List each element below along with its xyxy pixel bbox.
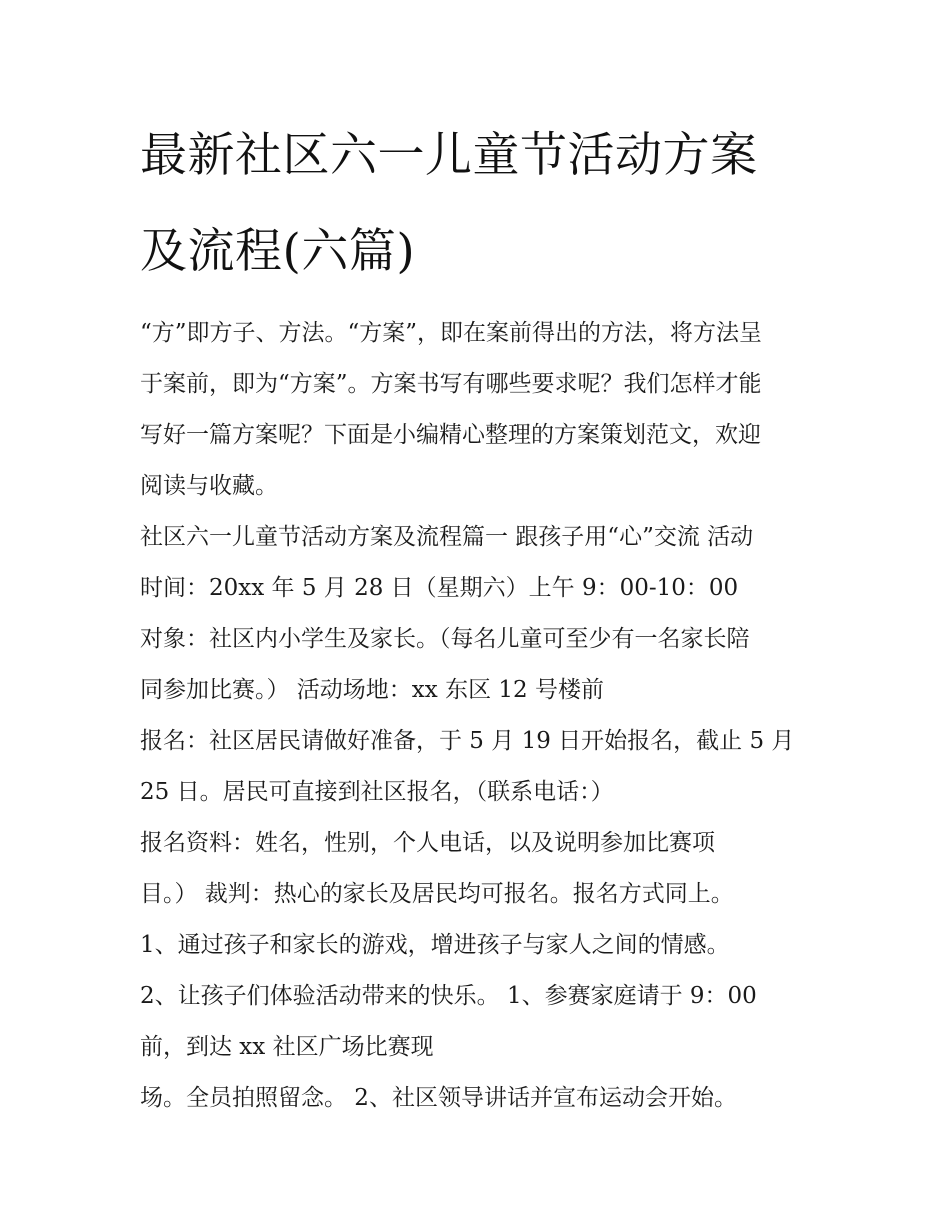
document-title xyxy=(140,108,820,300)
body-line: 前，到达 xx 社区广场比赛现 xyxy=(140,1034,434,1060)
document-body xyxy=(140,308,820,1124)
body-line: 同参加比赛。） 活动场地：xx 东区 12 号楼前 xyxy=(140,677,604,703)
title-line: 最新社区六一儿童节活动方案 xyxy=(140,128,758,183)
body-line: 报名资料：姓名，性别，个人电话，以及说明参加比赛项 xyxy=(140,830,715,856)
body-line: 报名：社区居民请做好准备，于 5 月 19 日开始报名，截止 5 月 xyxy=(140,728,795,754)
body-line: 目。） 裁判：热心的家长及居民均可报名。报名方式同上。 xyxy=(140,881,734,907)
body-line: 写好一篇方案呢？下面是小编精心整理的方案策划范文，欢迎 xyxy=(140,422,761,448)
body-line: 1、通过孩子和家长的游戏，增进孩子与家人之间的情感。 xyxy=(140,932,730,958)
body-line: 于案前，即为“方案”。方案书写有哪些要求呢？我们怎样才能 xyxy=(140,371,762,397)
body-line: “方”即方子、方法。“方案”，即在案前得出的方法，将方法呈 xyxy=(140,320,763,346)
body-line: 2、让孩子们体验活动带来的快乐。 1、参赛家庭请于 9：00 xyxy=(140,983,757,1009)
body-line: 阅读与收藏。 xyxy=(140,473,278,499)
body-line: 对象：社区内小学生及家长。（每名儿童可至少有一名家长陪 xyxy=(140,626,750,652)
title-line: 及流程(六篇) xyxy=(140,224,416,279)
body-line: 25 日。居民可直接到社区报名，（联系电话：） xyxy=(140,779,614,805)
body-line: 场。全员拍照留念。 2、社区领导讲话并宣布运动会开始。 xyxy=(140,1085,737,1111)
body-line: 时间：20xx 年 5 月 28 日（星期六）上午 9：00-10：00 xyxy=(140,575,739,601)
document-content xyxy=(140,108,820,1124)
body-line: 社区六一儿童节活动方案及流程篇一 跟孩子用“心”交流 活动 xyxy=(140,524,754,550)
